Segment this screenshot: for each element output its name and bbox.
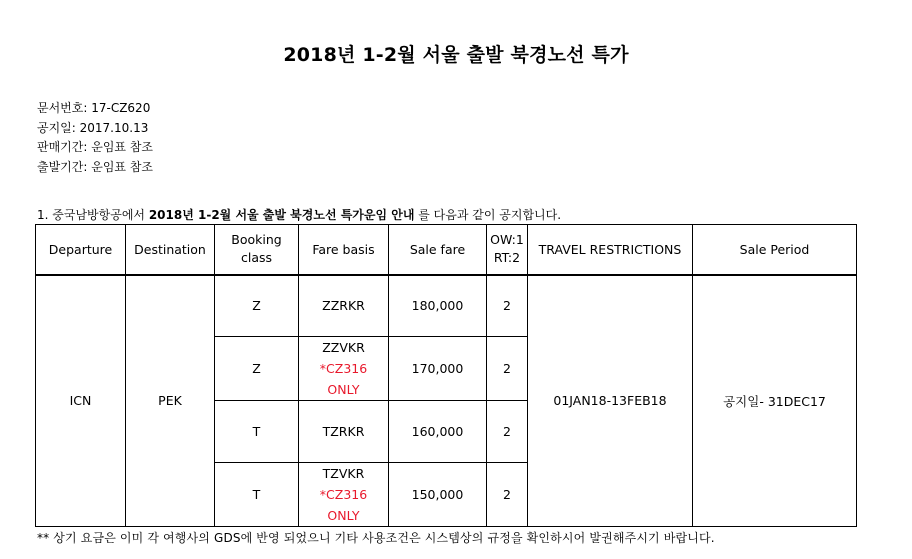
flight-restriction-note: *CZ316 — [319, 361, 368, 376]
document-meta — [37, 99, 153, 177]
notice-date: 공지일: 2017.10.13 — [37, 120, 149, 135]
footnote: ** 상기 요금은 이미 각 여행사의 GDS에 반영 되었으니 기타 사용조건은 시스템상의 규정을 확인하시어 발권해주시기 바랍니다. — [37, 531, 715, 545]
fare-basis-code: ZZVKR — [322, 340, 365, 355]
cell-booking-class: T — [215, 401, 299, 463]
header-departure: Departure — [36, 225, 126, 275]
header-owrt-line2: RT:2 — [493, 250, 521, 266]
header-ow-rt — [487, 225, 528, 275]
header-destination: Destination — [126, 225, 215, 275]
intro-prefix: 1. 중국남방항공에서 — [37, 208, 149, 222]
table-row — [36, 275, 857, 337]
cell-booking-class: T — [215, 463, 299, 527]
cell-sale-fare: 150,000 — [389, 463, 487, 527]
flight-restriction-note: *CZ316 — [319, 487, 368, 502]
doc-number: 문서번호: 17-CZ620 — [37, 101, 151, 115]
fare-basis-code: ZZRKR — [322, 298, 365, 314]
cell-travel-restrictions: 01JAN18-13FEB18 — [528, 275, 693, 527]
header-booking-line1: Booking — [231, 232, 282, 248]
cell-fare-basis — [299, 401, 389, 463]
header-fare-basis: Fare basis — [299, 225, 389, 275]
intro-bold: 2018년 1-2월 서울 출발 북경노선 특가운임 안내 — [148, 208, 415, 222]
header-owrt-line1: OW:1 — [490, 232, 524, 248]
fare-basis-code: TZRKR — [322, 424, 365, 439]
cell-sale-period: 공지일- 31DEC17 — [693, 275, 857, 527]
cell-sale-fare: 170,000 — [389, 337, 487, 401]
flight-restriction-only: ONLY — [327, 508, 360, 523]
departure-period-info: 출발기간: 운임표 참조 — [37, 159, 154, 174]
cell-sale-fare: 180,000 — [389, 275, 487, 337]
table-header-row — [36, 225, 857, 275]
cell-sale-fare: 160,000 — [389, 401, 487, 463]
fare-table — [35, 224, 857, 527]
sale-period-info: 판매기간: 운임표 참조 — [37, 140, 154, 154]
intro-suffix: 를 다음과 같이 공지합니다. — [414, 208, 562, 222]
cell-ow-rt: 2 — [487, 275, 528, 337]
cell-ow-rt: 2 — [487, 401, 528, 463]
flight-restriction-only: ONLY — [327, 382, 360, 397]
cell-fare-basis — [299, 337, 389, 401]
cell-departure: ICN — [36, 275, 126, 527]
cell-destination: PEK — [126, 275, 215, 527]
cell-ow-rt: 2 — [487, 463, 528, 527]
document-title: 2018년 1-2월 서울 출발 북경노선 특가 — [283, 44, 629, 66]
fare-basis-code: TZVKR — [322, 466, 365, 481]
cell-fare-basis — [299, 275, 389, 337]
header-travel-restrictions: TRAVEL RESTRICTIONS — [528, 225, 693, 275]
header-sale-fare: Sale fare — [389, 225, 487, 275]
header-sale-period: Sale Period — [693, 225, 857, 275]
header-booking-line2: class — [240, 250, 273, 266]
intro-text — [37, 206, 561, 223]
header-booking-class — [215, 225, 299, 275]
cell-ow-rt: 2 — [487, 337, 528, 401]
cell-booking-class: Z — [215, 337, 299, 401]
cell-fare-basis — [299, 463, 389, 527]
cell-booking-class: Z — [215, 275, 299, 337]
